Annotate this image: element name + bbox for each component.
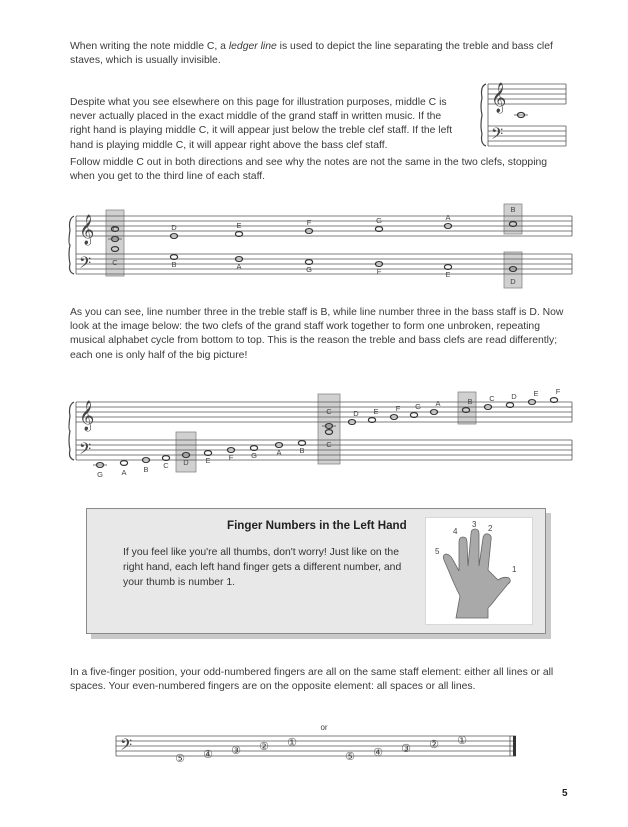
note-letter: C — [112, 225, 118, 234]
sidebar-finger-numbers — [86, 508, 546, 634]
paragraph-five-finger: In a five-finger position, your odd-numbered fingers are all on the same staff element: either all lines or all spaces. Your even-numbered fingers are on the opposite element: all spaces or all lines. — [70, 667, 554, 693]
final-barline-thick — [513, 736, 516, 756]
note-letter: F — [306, 218, 312, 227]
note-letter: C — [326, 407, 332, 416]
paragraph-ledger-line — [70, 40, 570, 68]
note-letter: G — [306, 265, 312, 274]
note-letter: G — [97, 470, 103, 479]
paragraph-follow-middle-c: Follow middle C out in both directions and see why the notes are not the same in the two clefs, stopping when you get to the third line of each staff. — [70, 157, 548, 183]
note-letter: A — [276, 448, 282, 457]
note-letter: F — [228, 453, 234, 462]
finger-number-note: ② — [429, 739, 439, 751]
bass-clef-icon: 𝄢 — [79, 254, 92, 276]
note-letter: D — [171, 223, 177, 232]
note-letter: G — [251, 451, 257, 460]
finger-number-note: ① — [287, 737, 297, 749]
treble-clef-icon: 𝄞 — [491, 83, 507, 113]
sidebar-text: If you feel like you're all thumbs, don't worry! Just like on the right hand, each left hand finger gets a different number, and your thumb is number 1. — [123, 547, 402, 588]
note-letter: B — [171, 260, 177, 269]
page-number: 5 — [562, 788, 568, 799]
note-letter: A — [445, 213, 451, 222]
finger-number-note: ① — [457, 735, 467, 747]
paragraph-text: is used to depict the line separating the treble and bass clef staves, which is usually invisible. — [70, 41, 553, 67]
note-letter: E — [533, 389, 539, 398]
paragraph-text: When writing the note middle C, a — [70, 41, 229, 52]
brace — [69, 402, 74, 460]
note-letter: B — [467, 397, 473, 406]
paragraph-third-line: As you can see, line number three in the treble staff is B, while line number three in the bass staff is D. Now look at the image below: the two clefs of the grand staff work together to form one unbroken, repeating musical alphabet cycle from bottom to top. This is the reason the treble and bass clefs are read differently; each one is only half of the big picture! — [70, 307, 564, 361]
bass-clef-icon: 𝄢 — [491, 125, 504, 147]
treble-clef-icon: 𝄞 — [79, 215, 95, 245]
emphasis-ledger-line: ledger line — [228, 41, 277, 52]
middle-c-outward-staff — [62, 198, 578, 294]
note-letter: D — [183, 458, 189, 467]
finger-label: 4 — [453, 527, 458, 536]
finger-number-note: ④ — [203, 749, 213, 761]
note-letter: F — [555, 387, 561, 396]
brace — [69, 216, 74, 274]
finger-label: 1 — [512, 565, 517, 574]
note-letter: G — [376, 216, 382, 225]
finger-number-note: ④ — [373, 747, 383, 759]
note-letter: G — [415, 402, 421, 411]
note-letter: F — [395, 404, 401, 413]
note-letter: E — [373, 407, 379, 416]
finger-label: 5 — [435, 547, 440, 556]
whole-note — [120, 461, 127, 466]
sidebar-title: Finger Numbers in the Left Hand — [227, 519, 407, 532]
note-letter: C — [326, 440, 332, 449]
note-letter: C — [489, 394, 495, 403]
alphabet-cycle-staff — [62, 384, 578, 480]
treble-clef-icon: 𝄞 — [79, 401, 95, 431]
finger-number-note: ② — [259, 741, 269, 753]
note-letter: B — [299, 446, 305, 455]
bass-clef-icon: 𝄢 — [120, 736, 133, 758]
finger-number-note: ③ — [401, 743, 411, 755]
note-letter: D — [511, 392, 517, 401]
left-hand-icon — [426, 518, 532, 624]
note-letter: C — [112, 258, 118, 267]
bass-clef-icon: 𝄢 — [79, 440, 92, 462]
note-letter: A — [236, 262, 242, 271]
finger-number-note: ⑤ — [345, 751, 355, 763]
note-letter: B — [510, 205, 516, 214]
note-letter: C — [163, 461, 169, 470]
middle-c-grand-staff-figure — [478, 78, 568, 154]
note-letter: D — [510, 277, 516, 286]
note-letter: E — [205, 456, 211, 465]
note-letter: E — [445, 270, 451, 279]
note-letter: F — [376, 267, 382, 276]
finger-number-note: ③ — [231, 745, 241, 757]
left-hand-illustration — [425, 517, 533, 625]
finger-position-staff — [112, 722, 520, 772]
finger-label: 2 — [488, 524, 493, 533]
note-letter: B — [143, 465, 149, 474]
note-letter: A — [435, 399, 441, 408]
note-letter: A — [121, 468, 127, 477]
note-letter: E — [236, 221, 242, 230]
finger-label: 3 — [472, 520, 477, 529]
or-label: or — [320, 723, 328, 732]
note-letter: D — [353, 409, 359, 418]
finger-number-note: ⑤ — [175, 753, 185, 765]
paragraph-middle-c: Despite what you see elsewhere on this page for illustration purposes, middle C is never actually placed in the exact middle of the grand staff in written music. If the right hand is playing middle C, it will appear just below the treble clef staff. If the left hand is playing middle C, it will appear right above the bass clef staff. — [70, 97, 453, 151]
